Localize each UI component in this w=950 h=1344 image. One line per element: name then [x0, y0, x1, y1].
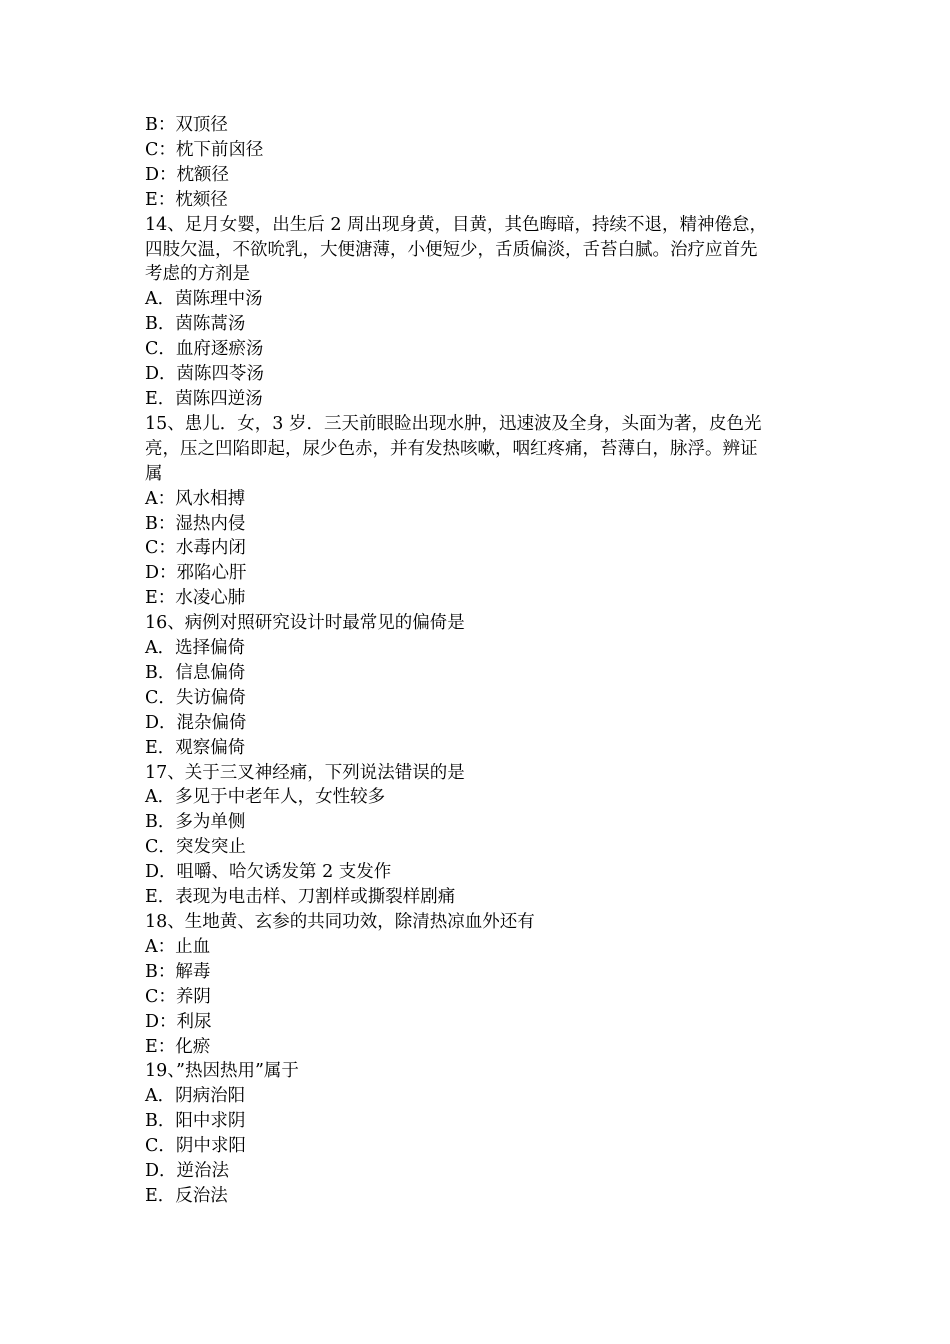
question-16: 16、病例对照研究设计时最常见的偏倚是 — [145, 613, 465, 634]
option-line: B．阳中求阴 — [145, 1111, 246, 1132]
option-line: E．表现为电击样、刀割样或撕裂样剧痛 — [145, 887, 456, 908]
option-line: B．多为单侧 — [145, 812, 246, 833]
question-15-line-2: 亮，压之凹陷即起，尿少色赤，并有发热咳嗽，咽红疼痛，苔薄白，脉浮。辨证 — [145, 438, 758, 459]
option-line: D．逆治法 — [145, 1161, 230, 1182]
option-line: E．反治法 — [145, 1185, 228, 1206]
option-line: A．多见于中老年人，女性较多 — [145, 787, 386, 808]
option-line: C：枕下前囟径 — [145, 139, 264, 160]
question-15-line-1: 15、患儿．女，3 岁．三天前眼睑出现水肿，迅速波及全身，头面为著，皮色光 — [145, 413, 762, 434]
option-line: B：湿热内侵 — [145, 513, 246, 534]
option-line: D．茵陈四苓汤 — [145, 364, 265, 385]
option-line: C．突发突止 — [145, 837, 246, 858]
option-line: D：利尿 — [145, 1011, 212, 1032]
question-14-line-2: 四肢欠温，不欲吮乳，大便溏薄，小便短少，舌质偏淡，舌苔白腻。治疗应首先 — [145, 239, 758, 260]
option-line: E．茵陈四逆汤 — [145, 388, 263, 409]
option-line: C．阴中求阳 — [145, 1136, 246, 1157]
option-line: D．咀嚼、哈欠诱发第 2 支发作 — [145, 862, 392, 883]
question-19: 19、”热因热用”属于 — [145, 1061, 299, 1082]
option-line: D：枕额径 — [145, 164, 230, 185]
option-line: D：邪陷心肝 — [145, 563, 247, 584]
document-body — [145, 113, 810, 1209]
question-15-line-3: 属 — [145, 463, 163, 484]
option-line: B：解毒 — [145, 961, 211, 982]
option-line: E：水凌心肺 — [145, 588, 246, 609]
option-line: E：枕颏径 — [145, 189, 228, 210]
option-line: A：止血 — [145, 936, 211, 957]
option-line: A．阴病治阳 — [145, 1086, 246, 1107]
question-14-line-3: 考虑的方剂是 — [145, 264, 250, 285]
option-line: A．茵陈理中汤 — [145, 289, 263, 310]
option-line: C．失访偏倚 — [145, 687, 246, 708]
option-line: B：双顶径 — [145, 115, 228, 135]
option-line: B．茵陈蒿汤 — [145, 314, 246, 335]
option-line: C：水毒内闭 — [145, 538, 246, 559]
option-line: D．混杂偏倚 — [145, 712, 247, 733]
option-line: E：化瘀 — [145, 1036, 211, 1057]
question-17: 17、关于三叉神经痛，下列说法错误的是 — [145, 762, 465, 783]
option-line: C：养阴 — [145, 986, 211, 1007]
option-line: E．观察偏倚 — [145, 737, 246, 758]
question-14-line-1: 14、足月女婴，出生后 2 周出现身黄，目黄，其色晦暗，持续不退，精神倦怠， — [145, 214, 768, 235]
option-line: C．血府逐瘀汤 — [145, 339, 264, 360]
option-line: B．信息偏倚 — [145, 662, 246, 683]
question-18: 18、生地黄、玄参的共同功效，除清热凉血外还有 — [145, 912, 535, 932]
option-line: A．选择偏倚 — [145, 638, 246, 659]
option-line: A：风水相搏 — [145, 488, 246, 509]
